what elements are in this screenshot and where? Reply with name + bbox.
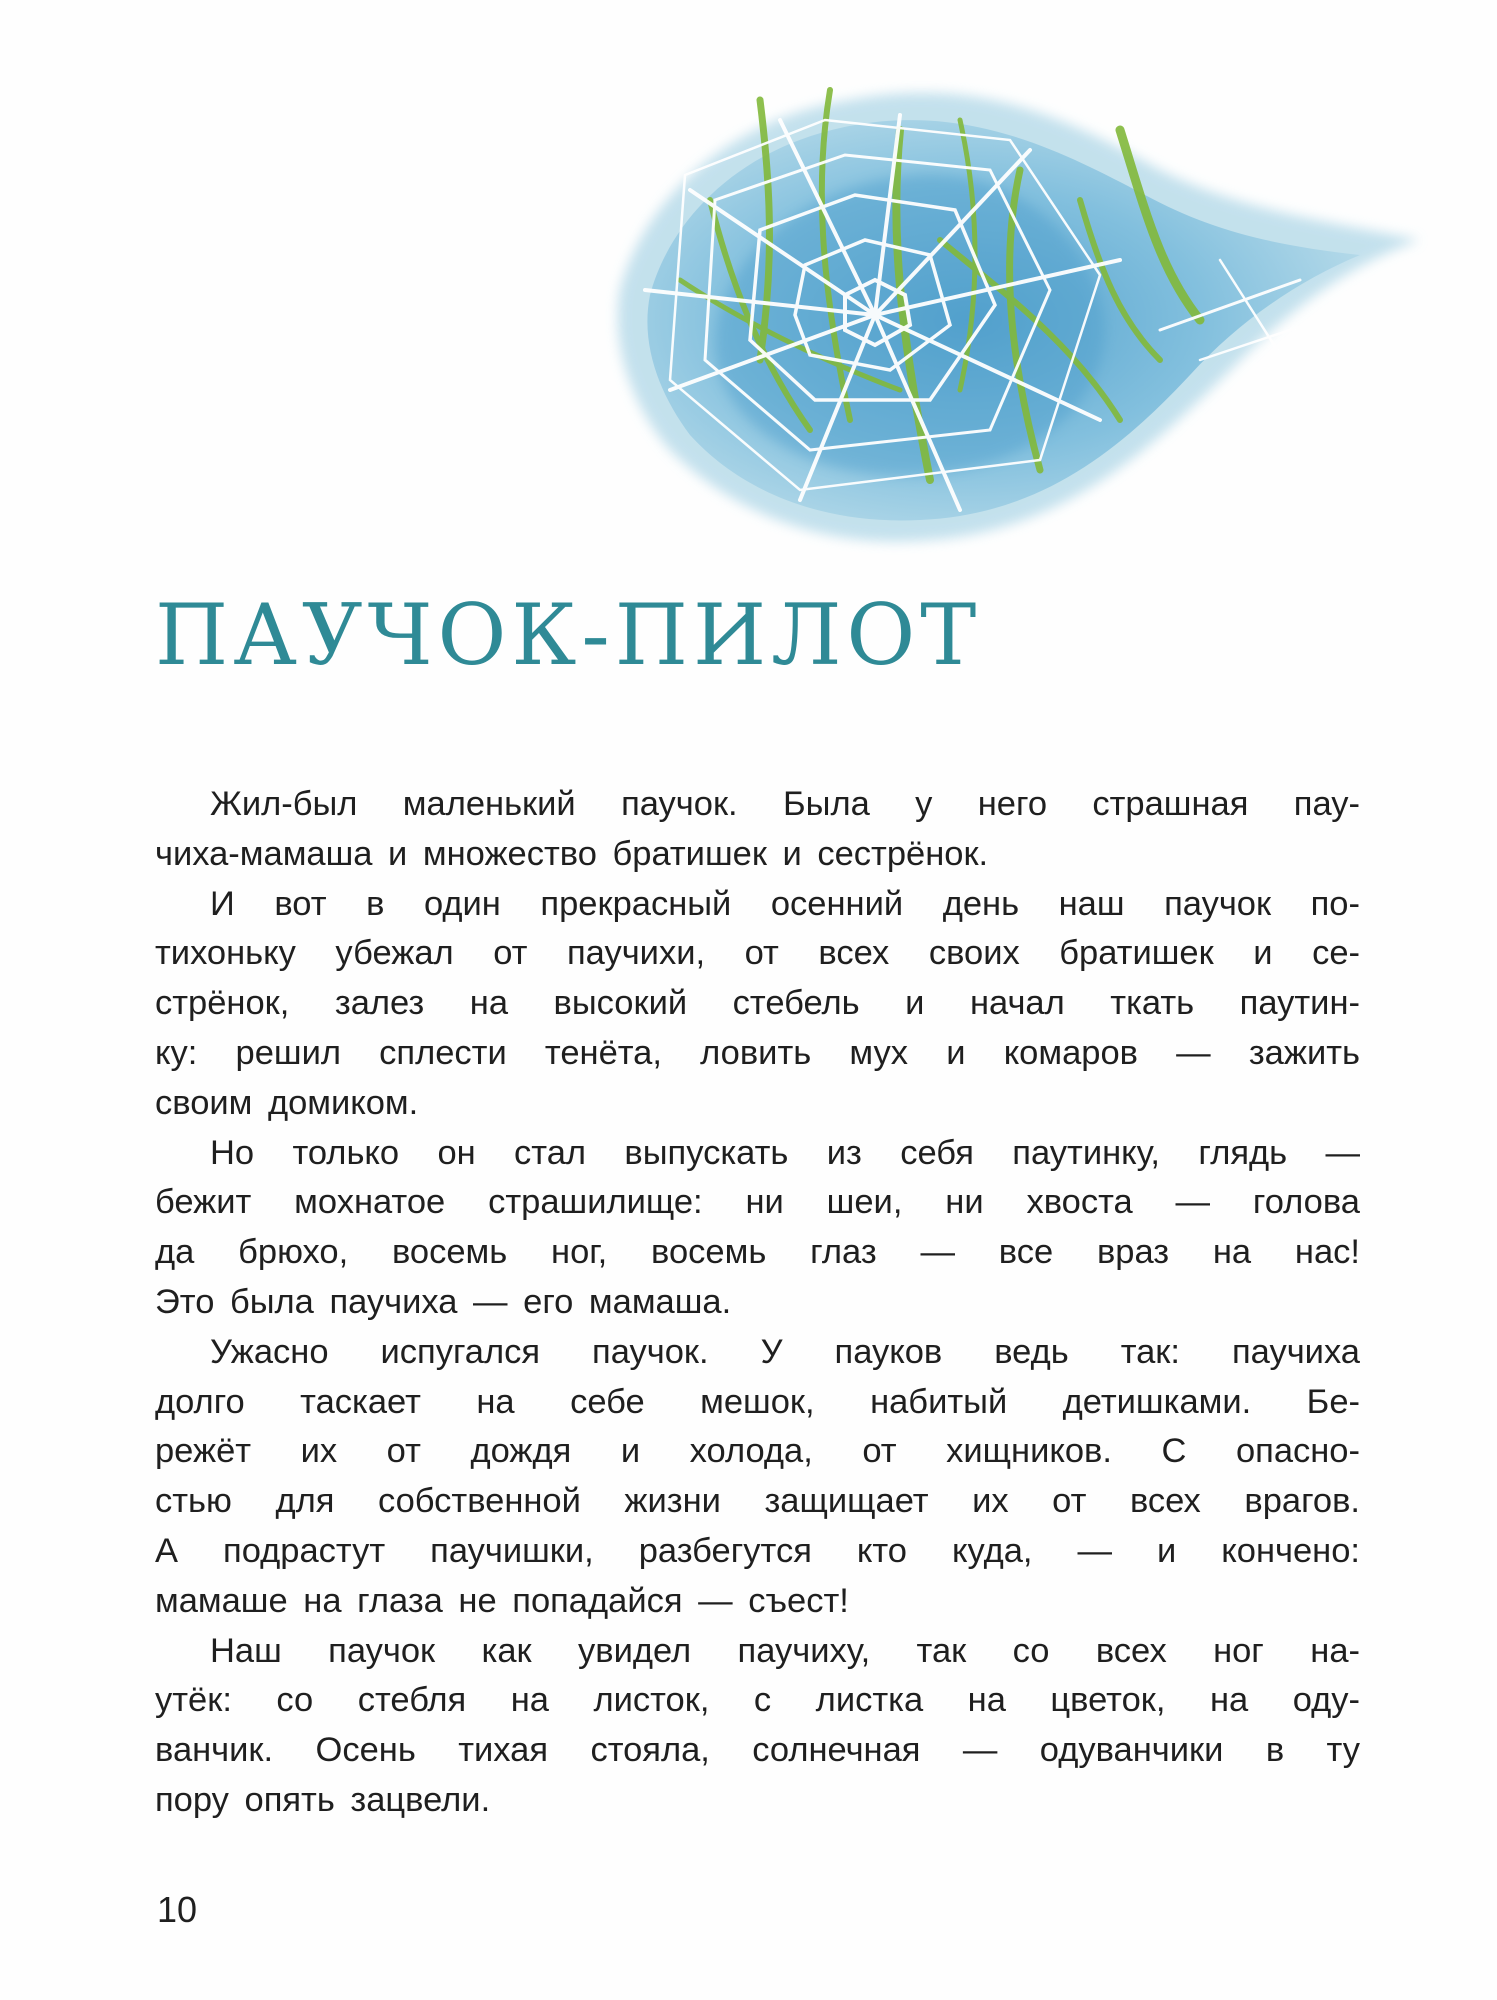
text-line: тихоньку убежал от паучихи, от всех своих братишек и се- — [155, 934, 1360, 973]
text-line: А подрастут паучишки, разбегутся кто куда, — и кончено: — [155, 1531, 1360, 1570]
story-paragraph — [155, 1129, 1360, 1328]
text-line: Это была паучиха — его мамаша. — [155, 1282, 732, 1321]
text-line: стью для собственной жизни защищает их от всех врагов. — [155, 1482, 1360, 1521]
text-line: Жил-был маленький паучок. Была у него страшная пау- — [210, 785, 1360, 823]
story-paragraph — [155, 1328, 1360, 1627]
story-title: ПАУЧОК-ПИЛОТ — [155, 586, 982, 684]
text-line: режёт их от дождя и холода, от хищников. С опасно- — [155, 1432, 1360, 1471]
spider-web-leaf-illustration — [600, 60, 1430, 560]
text-line: пору опять зацвели. — [155, 1780, 491, 1819]
text-line: долго таскает на себе мешок, набитый детишками. Бе- — [155, 1382, 1360, 1421]
text-line: Наш паучок как увидел паучиху, так со всех ног на- — [210, 1631, 1360, 1670]
story-paragraph — [155, 1627, 1360, 1826]
text-line: Но только он стал выпускать из себя паутинку, глядь — — [210, 1133, 1360, 1172]
page-number: 10 — [157, 1889, 198, 1930]
story-text — [155, 780, 1360, 1826]
text-line: да брюхо, восемь ног, восемь глаз — все враз на нас! — [155, 1233, 1360, 1272]
text-line: стрёнок, залез на высокий стебель и начал ткать паутин- — [155, 984, 1360, 1023]
text-line: бежит мохнатое страшилище: ни шеи, ни хвоста — голова — [155, 1183, 1360, 1222]
text-line: Ужасно испугался паучок. У пауков ведь так: паучиха — [210, 1332, 1360, 1371]
story-paragraph — [155, 780, 1360, 880]
text-line: чиха-мамаша и множество братишек и сестрёнок. — [155, 834, 989, 873]
text-line: утёк: со стебля на листок, с листка на цветок, на оду- — [155, 1681, 1360, 1720]
text-line: И вот в один прекрасный осенний день наш паучок по- — [210, 884, 1360, 923]
story-paragraph — [155, 880, 1360, 1129]
text-line: ку: решил сплести тенёта, ловить мух и комаров — зажить — [155, 1033, 1360, 1072]
text-line: своим домиком. — [155, 1083, 419, 1122]
text-line: мамаше на глаза не попадайся — съест! — [155, 1581, 849, 1620]
text-line: ванчик. Осень тихая стояла, солнечная — одуванчики в ту — [155, 1731, 1360, 1770]
